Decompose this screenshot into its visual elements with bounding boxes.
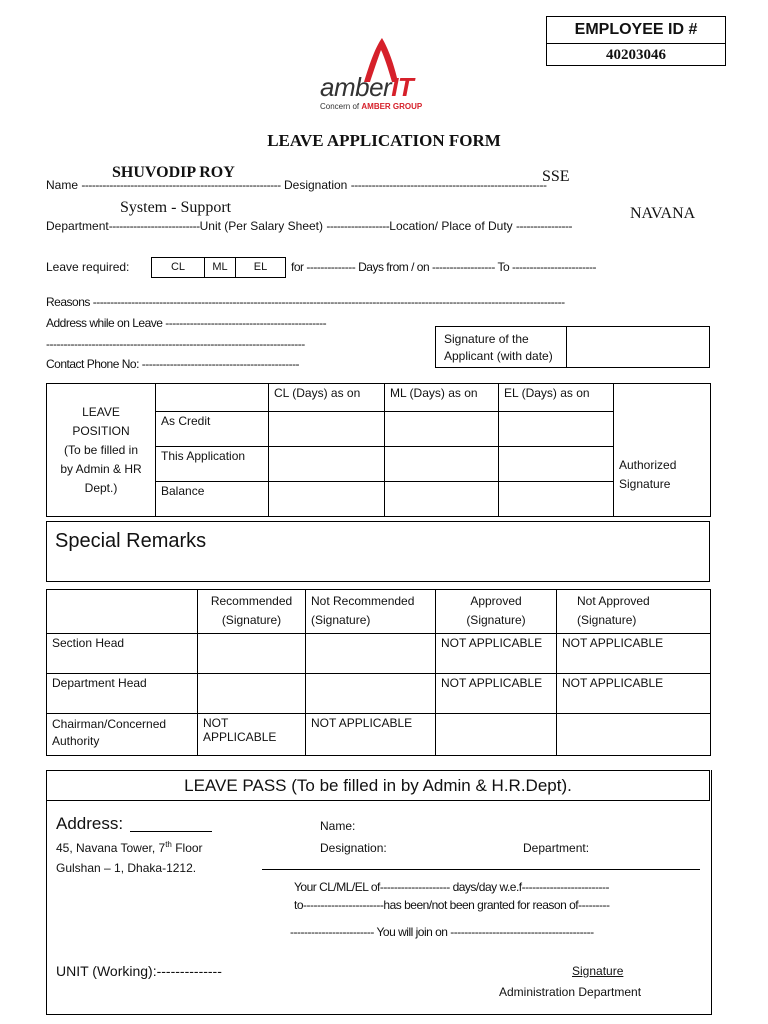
- applicant-signature-box: [435, 326, 710, 368]
- lp-label-4: by Admin & HR: [60, 461, 142, 476]
- pass-line-3[interactable]: ------------------------ You will join on -----------------------------------------: [290, 925, 594, 939]
- pass-address-label: Address:: [56, 814, 124, 833]
- approval-cell[interactable]: NOT APPLICABLE: [198, 714, 306, 756]
- logo-brand-accent: IT: [391, 72, 414, 102]
- logo-wordmark: [320, 72, 413, 103]
- lp-label-5: Dept.): [84, 480, 118, 495]
- sig-label-line2: Applicant (with date): [444, 349, 553, 363]
- reasons-row[interactable]: Reasons ---------------------------------------------------------------------------------------------------------------------------------------: [46, 295, 565, 309]
- logo-tagline: [320, 102, 422, 111]
- auth-sig-line1: Authorized: [619, 458, 677, 472]
- leave-required-label: Leave required:: [46, 260, 130, 274]
- pass-unit[interactable]: UNIT (Working):--------------: [56, 963, 222, 979]
- pass-signature[interactable]: Signature: [572, 964, 624, 978]
- approval-cell[interactable]: [198, 634, 306, 674]
- pass-admin-dept: Administration Department: [499, 985, 642, 999]
- leave-pass-title-box: [46, 770, 710, 801]
- hdr-sub: (Signature): [311, 613, 371, 627]
- hdr-text: Not Approved: [577, 594, 650, 608]
- approval-cell[interactable]: [306, 634, 436, 674]
- location-label: Location/ Place of Duty: [389, 219, 513, 233]
- pass-address-line2: Gulshan – 1, Dhaka-1212.: [56, 861, 197, 875]
- approval-row-label: Section Head: [47, 634, 198, 674]
- applicant-signature-field[interactable]: [567, 327, 709, 367]
- applicant-signature-label: [436, 327, 567, 367]
- address-line-2[interactable]: --------------------------------------------------------------------------: [46, 337, 305, 351]
- department-row: [46, 219, 572, 233]
- addr-post: Floor: [171, 841, 203, 855]
- leave-type-box: [151, 257, 286, 278]
- approval-row-label: Chairman/Concerned Authority: [47, 714, 198, 756]
- pass-line-1[interactable]: Your CL/ML/EL of-------------------- days/day w.e.f-------------------------: [294, 880, 610, 894]
- name-line[interactable]: ---------------------------------------------------------: [81, 178, 281, 192]
- hdr-sub: (Signature): [221, 613, 282, 627]
- approval-cell[interactable]: [306, 674, 436, 714]
- lp-label-1: LEAVE: [82, 404, 120, 419]
- sig-label-line1: Signature of the: [444, 332, 529, 346]
- hdr-sub: (Signature): [577, 613, 637, 627]
- department-label: Department: [46, 219, 109, 233]
- hdr-text: Not Recommended: [311, 594, 415, 608]
- unit-line[interactable]: ------------------: [326, 219, 390, 233]
- pass-designation-label[interactable]: Designation:: [320, 841, 387, 855]
- logo-tagline-group: AMBER GROUP: [361, 102, 423, 111]
- lp-header-blank: [156, 384, 269, 412]
- lp-cell[interactable]: [385, 447, 499, 482]
- designation-value: SSE: [542, 168, 570, 185]
- lp-cell[interactable]: [269, 482, 385, 517]
- lp-cell[interactable]: [385, 412, 499, 447]
- approval-cell[interactable]: [557, 714, 711, 756]
- lp-cell[interactable]: [499, 412, 614, 447]
- department-value: System - Support: [120, 199, 232, 216]
- amberit-logo: [318, 34, 458, 114]
- lp-label-3: (To be filled in: [63, 442, 139, 457]
- approval-header-blank: [47, 590, 198, 634]
- approval-cell[interactable]: [436, 714, 557, 756]
- lp-cell[interactable]: [499, 447, 614, 482]
- approval-cell[interactable]: NOT APPLICABLE: [436, 674, 557, 714]
- addr-pre: 45, Navana Tower, 7: [56, 841, 166, 855]
- pass-name-label[interactable]: Name:: [320, 819, 356, 833]
- pass-address-line1: [56, 840, 203, 855]
- approval-header-not-recommended: [306, 590, 436, 634]
- designation-label: Designation: [283, 178, 348, 192]
- lp-cell[interactable]: [385, 482, 499, 517]
- leave-position-table: [46, 383, 711, 517]
- auth-sig-line2: Signature: [619, 477, 671, 491]
- name-row: [46, 178, 546, 192]
- approval-header-not-approved: [557, 590, 711, 634]
- leave-position-label: [47, 384, 156, 517]
- lp-row-label: As Credit: [156, 412, 269, 447]
- pass-line-2[interactable]: to-----------------------has been/not been granted for reason of---------: [294, 898, 610, 912]
- approval-row-label: Department Head: [47, 674, 198, 714]
- employee-id-box: [546, 16, 726, 66]
- designation-line[interactable]: --------------------------------------------------------: [350, 178, 547, 192]
- approval-header-approved: [436, 590, 557, 634]
- leave-period-row[interactable]: for -------------- Days from / on ------------------ To ------------------------: [291, 260, 596, 274]
- pass-divider: [262, 869, 700, 870]
- lp-header-ml: ML (Days) as on: [385, 384, 499, 412]
- leave-type-ml[interactable]: ML: [205, 258, 236, 277]
- employee-id-label: EMPLOYEE ID #: [547, 17, 725, 44]
- lp-row-label: Balance: [156, 482, 269, 517]
- approval-cell[interactable]: NOT APPLICABLE: [306, 714, 436, 756]
- special-remarks-box[interactable]: [46, 521, 710, 582]
- pass-department-label[interactable]: Department:: [523, 841, 590, 855]
- logo-brand-main: amber: [320, 72, 392, 102]
- leave-pass-title: LEAVE PASS (To be filled in by Admin & H.R.Dept).: [184, 776, 572, 795]
- lp-cell[interactable]: [499, 482, 614, 517]
- name-label: Name: [46, 178, 79, 192]
- approval-header-recommended: [198, 590, 306, 634]
- location-line[interactable]: ----------------: [516, 219, 572, 233]
- hdr-text: Approved: [470, 594, 522, 608]
- location-value: NAVANA: [630, 205, 696, 222]
- approval-cell[interactable]: NOT APPLICABLE: [557, 634, 711, 674]
- lp-label-2: POSITION: [72, 423, 130, 438]
- special-remarks-title: Special Remarks: [55, 530, 207, 552]
- lp-authorized-signature[interactable]: [614, 384, 711, 517]
- leave-type-el[interactable]: EL: [253, 261, 268, 273]
- unit-label: Unit (Per Salary Sheet): [199, 219, 323, 233]
- approval-cell[interactable]: NOT APPLICABLE: [557, 674, 711, 714]
- pass-address-underline: [130, 831, 212, 832]
- hdr-text: Recommended: [210, 594, 293, 608]
- name-value: SHUVODIP ROY: [112, 164, 235, 181]
- addr-sup: th: [165, 840, 172, 849]
- approval-cell[interactable]: NOT APPLICABLE: [436, 634, 557, 674]
- lp-header-cl: CL (Days) as on: [269, 384, 385, 412]
- hdr-sub: (Signature): [466, 613, 526, 627]
- leave-type-cl[interactable]: CL: [152, 258, 205, 277]
- department-line[interactable]: --------------------------: [108, 219, 200, 233]
- approval-table: [46, 589, 711, 756]
- employee-id-value: 40203046: [606, 47, 666, 63]
- contact-row[interactable]: Contact Phone No: ---------------------------------------------: [46, 357, 300, 371]
- form-title: LEAVE APPLICATION FORM: [267, 131, 501, 150]
- approval-cell[interactable]: [198, 674, 306, 714]
- lp-cell[interactable]: [269, 447, 385, 482]
- lp-row-label: This Application: [156, 447, 269, 482]
- lp-header-el: EL (Days) as on: [499, 384, 614, 412]
- address-row[interactable]: Address while on Leave ----------------------------------------------: [46, 316, 327, 330]
- lp-cell[interactable]: [269, 412, 385, 447]
- logo-tagline-prefix: Concern of: [320, 102, 360, 111]
